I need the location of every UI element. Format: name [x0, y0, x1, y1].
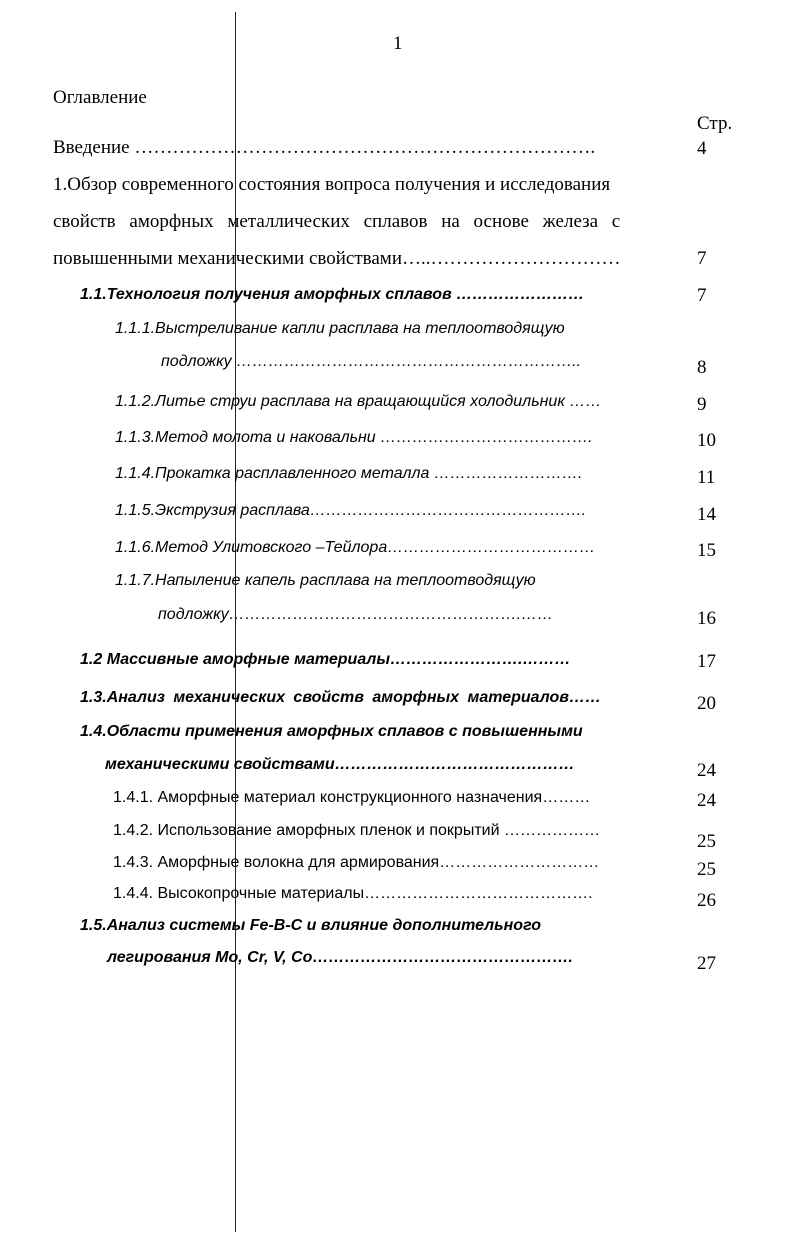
toc-entry-1-5-line1: 1.5.Анализ системы Fe-B-C и влияние дополнительного — [80, 917, 541, 934]
toc-entry-1-1-7-line1: 1.1.7.Напыление капель расплава на теплоотводящую — [115, 572, 536, 589]
toc-entry-1-1-6: 1.1.6.Метод Улитовского –Тейлора………………………………… — [115, 539, 596, 556]
toc-heading: Оглавление — [53, 87, 147, 108]
chapter1-page: 7 — [697, 248, 707, 269]
toc-entry-1-1-7-page: 16 — [697, 608, 716, 629]
toc-entry-1-4-1: 1.4.1. Аморфные материал конструкционного назначения……… — [113, 789, 591, 806]
toc-entry-1-5-line2: легирования Mo, Cr, V, Co…………………………………………. — [107, 949, 573, 966]
toc-entry-1-1-page: 7 — [697, 285, 707, 306]
toc-entry-1-4-3-page: 25 — [697, 859, 716, 880]
toc-entry-1-1-1-page: 8 — [697, 357, 707, 378]
toc-entry-1-1-3: 1.1.3.Метод молота и наковальни …………………………………. — [115, 429, 593, 446]
toc-entry-intro: Введение ………………………………………………………………. — [53, 137, 596, 158]
toc-entry-1-2: 1.2 Массивные аморфные материалы…………………….……… — [80, 651, 571, 668]
toc-entry-1-1: 1.1.Технология получения аморфных сплавов …………………… — [80, 286, 585, 303]
toc-entry-1-1-2-page: 9 — [697, 394, 707, 415]
toc-entry-1-4-line1: 1.4.Области применения аморфных сплавов с повышенными — [80, 723, 583, 740]
toc-entry-1-1-4: 1.1.4.Прокатка расплавленного металла ………………………. — [115, 465, 583, 482]
toc-entry-intro-page: 4 — [697, 138, 707, 159]
toc-entry-1-1-1-line2: подложку ……………………………………………………….. — [161, 353, 582, 370]
toc-entry-1-3: 1.3.Анализ механических свойств аморфных материалов…… — [80, 689, 601, 706]
toc-entry-1-1-5: 1.1.5.Экструзия расплава……………………………………………. — [115, 502, 587, 519]
toc-entry-1-4-4-page: 26 — [697, 890, 716, 911]
toc-entry-1-4-line2: механическими свойствами……………………………………… — [105, 756, 575, 773]
chapter1-title-line2: свойств аморфных металлических сплавов на основе железа с — [53, 211, 621, 232]
toc-entry-1-1-3-page: 10 — [697, 430, 716, 451]
chapter1-title-line1: 1.Обзор современного состояния вопроса получения и исследования — [53, 174, 611, 195]
toc-entry-1-1-4-page: 11 — [697, 467, 716, 488]
toc-entry-1-1-7-line2: подложку……………………………………………….…… — [158, 606, 554, 623]
toc-entry-1-4-2-page: 25 — [697, 831, 716, 852]
page-number: 1 — [393, 33, 403, 54]
toc-entry-1-1-1-line1: 1.1.1.Выстреливание капли расплава на теплоотводящую — [115, 320, 565, 337]
toc-entry-1-1-6-page: 15 — [697, 540, 716, 561]
toc-entry-1-4-page: 24 — [697, 760, 716, 781]
page-column-label: Стр. — [697, 113, 733, 134]
toc-entry-1-1-5-page: 14 — [697, 504, 716, 525]
toc-entry-1-1-2: 1.1.2.Литье струи расплава на вращающийся холодильник …… — [115, 393, 602, 410]
toc-entry-1-5-page: 27 — [697, 953, 716, 974]
toc-entry-1-4-3: 1.4.3. Аморфные волокна для армирования………………………… — [113, 854, 600, 871]
toc-entry-1-4-4: 1.4.4. Высокопрочные материалы……………………………………. — [113, 885, 593, 902]
toc-entry-1-2-page: 17 — [697, 651, 716, 672]
chapter1-title-line3: повышенными механическими свойствами…..………………………… — [53, 248, 621, 269]
toc-entry-1-4-1-page: 24 — [697, 790, 716, 811]
toc-entry-1-4-2: 1.4.2. Использование аморфных пленок и покрытий ……………… — [113, 822, 600, 839]
toc-entry-1-3-page: 20 — [697, 693, 716, 714]
